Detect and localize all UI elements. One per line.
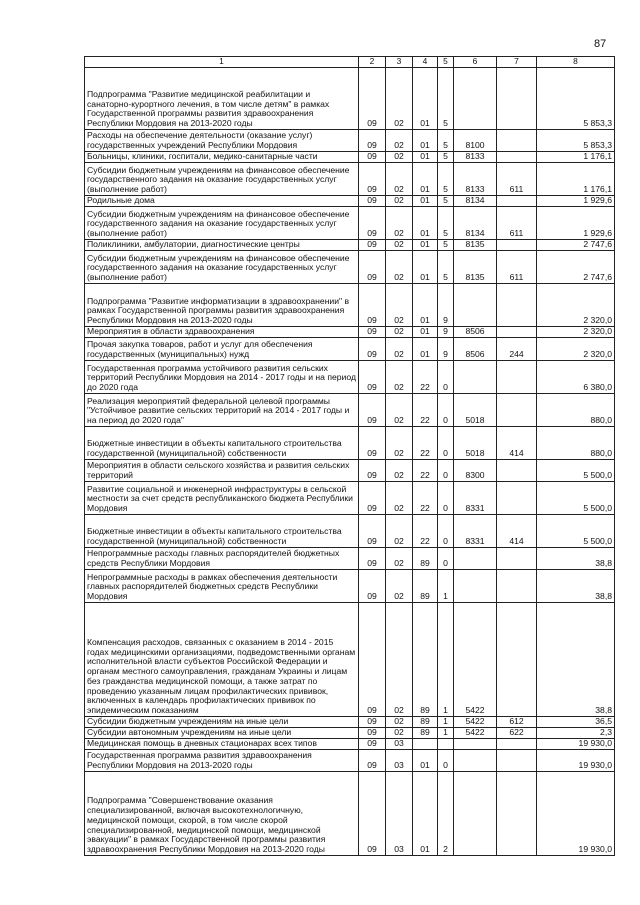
program-code: 01 — [413, 749, 438, 771]
subprogram-code: 5 — [438, 162, 454, 195]
amount: 19 930,0 — [537, 738, 615, 749]
program-code: 01 — [413, 151, 438, 162]
section-code: 09 — [359, 239, 386, 250]
amount: 2 747,6 — [537, 250, 615, 283]
subprogram-code: 1 — [438, 727, 454, 738]
program-code: 01 — [413, 67, 438, 129]
subsection-code: 02 — [386, 239, 413, 250]
table-row — [85, 206, 615, 239]
article-code: 8506 — [454, 326, 497, 337]
subprogram-code: 0 — [438, 749, 454, 771]
amount: 6 380,0 — [537, 360, 615, 393]
amount: 19 930,0 — [537, 749, 615, 771]
page-number: 87 — [594, 38, 607, 50]
table-row — [85, 283, 615, 326]
program-code: 01 — [413, 195, 438, 206]
expense-type-code: 244 — [497, 337, 537, 360]
article-code: 8135 — [454, 239, 497, 250]
section-code: 09 — [359, 337, 386, 360]
article-code: 8506 — [454, 337, 497, 360]
row-name: Мероприятия в области здравоохранения — [85, 326, 359, 337]
subsection-code: 02 — [386, 426, 413, 459]
table-row — [85, 326, 615, 337]
expense-type-code — [497, 67, 537, 129]
amount: 2 747,6 — [537, 239, 615, 250]
section-code: 09 — [359, 569, 386, 602]
article-code — [454, 547, 497, 569]
program-code: 89 — [413, 569, 438, 602]
program-code: 22 — [413, 459, 438, 481]
section-code: 09 — [359, 393, 386, 426]
amount: 2,3 — [537, 727, 615, 738]
table-header-row — [85, 57, 615, 68]
subsection-code: 02 — [386, 283, 413, 326]
subsection-code: 02 — [386, 206, 413, 239]
program-code: 89 — [413, 547, 438, 569]
article-code: 5422 — [454, 602, 497, 716]
row-name: Субсидии бюджетным учреждениям на иные цели — [85, 716, 359, 727]
subprogram-code: 0 — [438, 547, 454, 569]
article-code — [454, 67, 497, 129]
row-name: Родильные дома — [85, 195, 359, 206]
section-code: 09 — [359, 67, 386, 129]
section-code: 09 — [359, 514, 386, 547]
program-code: 01 — [413, 129, 438, 151]
program-code — [413, 738, 438, 749]
column-header: 1 — [85, 57, 359, 68]
row-name: Непрограммные расходы в рамках обеспечения деятельности главных распорядителей бюджетных средств Республики Мордовия — [85, 569, 359, 602]
expense-type-code — [497, 283, 537, 326]
table-row — [85, 250, 615, 283]
expense-type-code — [497, 393, 537, 426]
expense-type-code — [497, 459, 537, 481]
subsection-code: 02 — [386, 547, 413, 569]
table-row — [85, 547, 615, 569]
subprogram-code: 0 — [438, 360, 454, 393]
table-row — [85, 716, 615, 727]
amount: 1 929,6 — [537, 195, 615, 206]
article-code: 8133 — [454, 162, 497, 195]
table-row — [85, 360, 615, 393]
expense-type-code: 414 — [497, 426, 537, 459]
subprogram-code: 5 — [438, 195, 454, 206]
section-code: 09 — [359, 162, 386, 195]
row-name: Государственная программа развития здравоохранения Республики Мордовия на 2013-2020 годы — [85, 749, 359, 771]
program-code: 22 — [413, 393, 438, 426]
subprogram-code: 5 — [438, 250, 454, 283]
subprogram-code: 9 — [438, 337, 454, 360]
article-code: 5018 — [454, 393, 497, 426]
table-row — [85, 239, 615, 250]
expense-type-code — [497, 547, 537, 569]
expense-type-code: 414 — [497, 514, 537, 547]
subsection-code: 02 — [386, 716, 413, 727]
expense-type-code — [497, 326, 537, 337]
article-code: 5422 — [454, 716, 497, 727]
row-name: Бюджетные инвестиции в объекты капитального строительства государственной (муниципальной) собственности — [85, 426, 359, 459]
program-code: 01 — [413, 283, 438, 326]
table-row — [85, 426, 615, 459]
subsection-code: 02 — [386, 162, 413, 195]
amount: 1 176,1 — [537, 151, 615, 162]
table-row — [85, 749, 615, 771]
amount: 2 320,0 — [537, 337, 615, 360]
subprogram-code: 0 — [438, 426, 454, 459]
row-name: Субсидии бюджетным учреждениям на финансовое обеспечение государственного задания на оказание государственных услуг (выполнение работ) — [85, 162, 359, 195]
table-row — [85, 738, 615, 749]
table-row — [85, 771, 615, 855]
section-code: 09 — [359, 749, 386, 771]
article-code: 5018 — [454, 426, 497, 459]
section-code: 09 — [359, 250, 386, 283]
program-code: 01 — [413, 771, 438, 855]
section-code: 09 — [359, 151, 386, 162]
expense-type-code — [497, 569, 537, 602]
section-code: 09 — [359, 547, 386, 569]
section-code: 09 — [359, 195, 386, 206]
expense-type-code — [497, 360, 537, 393]
program-code: 01 — [413, 162, 438, 195]
program-code: 22 — [413, 481, 438, 514]
amount: 1 929,6 — [537, 206, 615, 239]
subprogram-code: 1 — [438, 569, 454, 602]
program-code: 01 — [413, 206, 438, 239]
subsection-code: 02 — [386, 129, 413, 151]
amount: 880,0 — [537, 426, 615, 459]
column-header: 3 — [386, 57, 413, 68]
article-code — [454, 771, 497, 855]
program-code: 01 — [413, 326, 438, 337]
article-code: 8134 — [454, 195, 497, 206]
subprogram-code: 0 — [438, 514, 454, 547]
expense-type-code — [497, 749, 537, 771]
amount: 19 930,0 — [537, 771, 615, 855]
table-row — [85, 459, 615, 481]
subprogram-code: 5 — [438, 151, 454, 162]
subsection-code: 02 — [386, 250, 413, 283]
amount: 38,8 — [537, 602, 615, 716]
subprogram-code: 5 — [438, 129, 454, 151]
program-code: 01 — [413, 250, 438, 283]
article-code — [454, 738, 497, 749]
expense-type-code — [497, 602, 537, 716]
section-code: 09 — [359, 771, 386, 855]
subsection-code: 02 — [386, 727, 413, 738]
row-name: Субсидии бюджетным учреждениям на финансовое обеспечение государственного задания на оказание государственных услуг (выполнение работ) — [85, 250, 359, 283]
column-header: 2 — [359, 57, 386, 68]
section-code: 09 — [359, 602, 386, 716]
row-name: Компенсация расходов, связанных с оказанием в 2014 - 2015 годах медицинскими организациями, подведомственными органам исполнительной власти субъектов Российской Федерации и органам местного самоуправления, гражданам Украины и лицам без гражданства медицинской помощи, а также затрат по проведению указанным лицам профилактических прививок, включенных в календарь профилактических прививок по эпидемическим показаниям — [85, 602, 359, 716]
expense-type-code: 611 — [497, 206, 537, 239]
article-code: 8134 — [454, 206, 497, 239]
article-code: 8331 — [454, 481, 497, 514]
subprogram-code: 5 — [438, 67, 454, 129]
subprogram-code: 9 — [438, 283, 454, 326]
expense-type-code — [497, 129, 537, 151]
section-code: 09 — [359, 426, 386, 459]
table-row — [85, 67, 615, 129]
article-code — [454, 569, 497, 602]
row-name: Подпрограмма "Развитие медицинской реабилитации и санаторно-курортного лечения, в том числе детям" в рамках Государственной программы развития здравоохранения Республики Мордовия на 2013-2020 годы — [85, 67, 359, 129]
article-code: 8135 — [454, 250, 497, 283]
section-code: 09 — [359, 459, 386, 481]
section-code: 09 — [359, 326, 386, 337]
amount: 5 500,0 — [537, 459, 615, 481]
program-code: 22 — [413, 426, 438, 459]
expense-type-code: 612 — [497, 716, 537, 727]
table-row — [85, 727, 615, 738]
expense-type-code — [497, 738, 537, 749]
program-code: 22 — [413, 514, 438, 547]
program-code: 89 — [413, 602, 438, 716]
amount: 36,5 — [537, 716, 615, 727]
section-code: 09 — [359, 206, 386, 239]
row-name: Бюджетные инвестиции в объекты капитального строительства государственной (муниципальной) собственности — [85, 514, 359, 547]
section-code: 09 — [359, 283, 386, 326]
article-code — [454, 283, 497, 326]
article-code: 5422 — [454, 727, 497, 738]
subsection-code: 02 — [386, 481, 413, 514]
section-code: 09 — [359, 481, 386, 514]
subsection-code: 02 — [386, 337, 413, 360]
amount: 2 320,0 — [537, 283, 615, 326]
subsection-code: 02 — [386, 195, 413, 206]
row-name: Непрограммные расходы главных распорядителей бюджетных средств Республики Мордовия — [85, 547, 359, 569]
subprogram-code: 0 — [438, 481, 454, 514]
column-header: 6 — [454, 57, 497, 68]
row-name: Расходы на обеспечение деятельности (оказание услуг) государственных учреждений Республики Мордовия — [85, 129, 359, 151]
row-name: Мероприятия в области сельского хозяйства и развития сельских территорий — [85, 459, 359, 481]
program-code: 89 — [413, 727, 438, 738]
subsection-code: 02 — [386, 360, 413, 393]
row-name: Прочая закупка товаров, работ и услуг для обеспечения государственных (муниципальных) нужд — [85, 337, 359, 360]
amount: 5 853,3 — [537, 129, 615, 151]
expense-type-code: 611 — [497, 162, 537, 195]
section-code: 09 — [359, 738, 386, 749]
subprogram-code: 1 — [438, 716, 454, 727]
row-name: Поликлиники, амбулатории, диагностические центры — [85, 239, 359, 250]
section-code: 09 — [359, 727, 386, 738]
table-row — [85, 393, 615, 426]
row-name: Развитие социальной и инженерной инфраструктуры в сельской местности за счет средств республиканского бюджета Республики Мордовия — [85, 481, 359, 514]
subsection-code: 03 — [386, 749, 413, 771]
subprogram-code: 5 — [438, 206, 454, 239]
amount: 5 500,0 — [537, 514, 615, 547]
amount: 880,0 — [537, 393, 615, 426]
subsection-code: 02 — [386, 151, 413, 162]
program-code: 01 — [413, 337, 438, 360]
table-row — [85, 602, 615, 716]
column-header: 5 — [438, 57, 454, 68]
subsection-code: 02 — [386, 393, 413, 426]
amount: 2 320,0 — [537, 326, 615, 337]
subsection-code: 02 — [386, 569, 413, 602]
amount: 5 853,3 — [537, 67, 615, 129]
row-name: Подпрограмма "Совершенствование оказания специализированной, включая высокотехнологичную, медицинской помощи, скорой, в том числе скорой специализированной, медицинской помощи, медицинской эвакуации" в рамках Государственной программы развития здравоохранения Республики Мордовия на 2013-2020 годы — [85, 771, 359, 855]
amount: 38,8 — [537, 547, 615, 569]
table-row — [85, 195, 615, 206]
article-code: 8300 — [454, 459, 497, 481]
subprogram-code: 2 — [438, 771, 454, 855]
amount: 1 176,1 — [537, 162, 615, 195]
subsection-code: 02 — [386, 514, 413, 547]
budget-table — [84, 56, 615, 856]
column-header: 4 — [413, 57, 438, 68]
row-name: Субсидии автономным учреждениям на иные цели — [85, 727, 359, 738]
article-code: 8331 — [454, 514, 497, 547]
subprogram-code: 9 — [438, 326, 454, 337]
expense-type-code: 622 — [497, 727, 537, 738]
table-row — [85, 514, 615, 547]
amount: 38,8 — [537, 569, 615, 602]
article-code — [454, 360, 497, 393]
column-header: 7 — [497, 57, 537, 68]
article-code: 8133 — [454, 151, 497, 162]
subsection-code: 02 — [386, 602, 413, 716]
row-name: Больницы, клиники, госпитали, медико-санитарные части — [85, 151, 359, 162]
program-code: 22 — [413, 360, 438, 393]
row-name: Медицинская помощь в дневных стационарах всех типов — [85, 738, 359, 749]
expense-type-code — [497, 771, 537, 855]
row-name: Субсидии бюджетным учреждениям на финансовое обеспечение государственного задания на оказание государственных услуг (выполнение работ) — [85, 206, 359, 239]
section-code: 09 — [359, 360, 386, 393]
row-name: Государственная программа устойчивого развития сельских территорий Республики Мордовия на 2014 - 2017 годы и на период до 2020 года — [85, 360, 359, 393]
expense-type-code — [497, 481, 537, 514]
table-row — [85, 337, 615, 360]
subprogram-code: 0 — [438, 393, 454, 426]
subprogram-code: 1 — [438, 602, 454, 716]
table-row — [85, 129, 615, 151]
subprogram-code — [438, 738, 454, 749]
article-code: 8100 — [454, 129, 497, 151]
subprogram-code: 0 — [438, 459, 454, 481]
table-row — [85, 569, 615, 602]
subsection-code: 03 — [386, 738, 413, 749]
subprogram-code: 5 — [438, 239, 454, 250]
section-code: 09 — [359, 129, 386, 151]
subsection-code: 02 — [386, 326, 413, 337]
section-code: 09 — [359, 716, 386, 727]
program-code: 01 — [413, 239, 438, 250]
column-header: 8 — [537, 57, 615, 68]
subsection-code: 02 — [386, 67, 413, 129]
row-name: Подпрограмма "Развитие информатизации в здравоохранении" в рамках Государственной программы развития здравоохранения Республики Мордовия на 2013-2020 годы — [85, 283, 359, 326]
expense-type-code — [497, 195, 537, 206]
amount: 5 500,0 — [537, 481, 615, 514]
table-row — [85, 481, 615, 514]
expense-type-code: 611 — [497, 250, 537, 283]
article-code — [454, 749, 497, 771]
table-row — [85, 151, 615, 162]
table-row — [85, 162, 615, 195]
subsection-code: 03 — [386, 771, 413, 855]
program-code: 89 — [413, 716, 438, 727]
row-name: Реализация мероприятий федеральной целевой программы "Устойчивое развитие сельских территорий на 2014 - 2017 годы и на период до 2020 года" — [85, 393, 359, 426]
expense-type-code — [497, 239, 537, 250]
expense-type-code — [497, 151, 537, 162]
subsection-code: 02 — [386, 459, 413, 481]
